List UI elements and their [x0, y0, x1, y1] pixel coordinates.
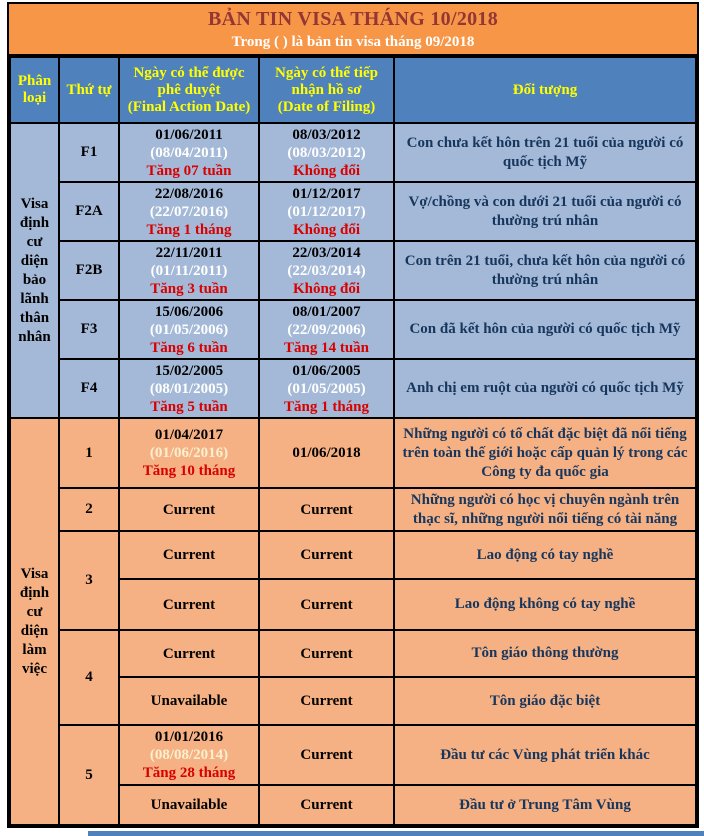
subject-text: Lao động không có tay nghề: [454, 596, 636, 612]
current-date: 01/04/2017: [154, 427, 224, 443]
table-row: [10, 241, 696, 300]
date-of-filing-cell: [259, 630, 394, 677]
final-action-cell: [119, 359, 259, 418]
current-date: Current: [300, 547, 353, 563]
previous-date: (08/03/2012): [287, 144, 366, 161]
current-date: Unavailable: [150, 693, 228, 709]
final-action-cell: [119, 531, 259, 579]
bulletin-title: BẢN TIN VISA THÁNG 10/2018: [207, 8, 499, 30]
date-of-filing-cell: [259, 531, 394, 579]
header-subject: Đối tượng: [394, 57, 696, 123]
row-number: 2: [59, 488, 119, 531]
current-date: 01/06/2005: [292, 362, 361, 379]
date-of-filing-cell: [259, 725, 394, 785]
subject-cell: [394, 785, 696, 825]
current-date: 15/06/2006: [154, 303, 224, 320]
final-action-cell: [119, 677, 259, 725]
work-visa-section: [10, 418, 696, 825]
current-date: 08/01/2007: [292, 303, 361, 320]
table-header: [10, 57, 696, 123]
subject-cell: [394, 123, 696, 182]
table-row: [10, 300, 696, 359]
header-final-action-vi: Ngày có thể được phê duyệt: [133, 64, 245, 98]
change-note: Không đổi: [292, 162, 361, 179]
change-note: Tăng 6 tuần: [150, 339, 228, 356]
subject-text: Tôn giáo đặc biệt: [489, 692, 601, 709]
date-of-filing-cell: [259, 123, 394, 182]
date-of-filing-cell: [259, 182, 394, 241]
change-note: Tăng 1 tháng: [146, 221, 232, 238]
current-date: 01/12/2017: [292, 185, 361, 202]
current-date: Current: [162, 547, 216, 563]
previous-date: (08/04/2011): [150, 144, 228, 161]
previous-date: (22/07/2016): [149, 203, 229, 220]
subject-cell: [394, 300, 696, 359]
subject-cell: [394, 630, 696, 677]
subject-text: Anh chị em ruột của người có quốc tịch Mỹ: [406, 380, 684, 396]
row-number: 3: [59, 531, 119, 630]
category-code: F2B: [59, 241, 119, 300]
date-of-filing-cell: [259, 300, 394, 359]
current-date: 22/08/2016: [154, 185, 224, 202]
previous-date: (08/01/2005): [149, 380, 229, 397]
final-action-cell: [119, 300, 259, 359]
date-of-filing-cell: [259, 677, 394, 725]
category-code: F1: [59, 123, 119, 182]
group-label-work: Visa định cư diện làm việc: [10, 418, 59, 825]
current-date: Current: [162, 501, 216, 518]
header-date-of-filing: [259, 57, 394, 123]
table-row: [10, 123, 696, 182]
final-action-cell: [119, 725, 259, 785]
change-note: Tăng 07 tuần: [146, 162, 232, 179]
subject-cell: [394, 488, 696, 531]
bottom-blue-strip: [88, 831, 704, 836]
subject-text: Vợ/chồng và con dưới 21 tuổi của người có thường trú nhân: [408, 193, 682, 229]
previous-date: (01/11/2011): [150, 262, 228, 279]
subject-text: Lao động có tay nghề: [476, 546, 614, 563]
subject-text: Con chưa kết hôn trên 21 tuổi của người có quốc tịch Mỹ: [406, 134, 684, 170]
header-category: Phân loại: [10, 57, 59, 123]
table-row: [10, 182, 696, 241]
previous-date: (01/06/2016): [149, 445, 229, 461]
current-date: 01/06/2011: [155, 126, 223, 143]
category-code: F2A: [59, 182, 119, 241]
subject-cell: [394, 359, 696, 418]
final-action-cell: [119, 123, 259, 182]
table-row: [10, 725, 696, 785]
subject-cell: [394, 677, 696, 725]
current-date: Current: [300, 797, 353, 813]
subject-text: Đầu tư các Vùng phát triển khác: [440, 746, 650, 763]
header-date-of-filing-en: (Date of Filing): [277, 98, 376, 115]
header-order: Thứ tự: [59, 57, 119, 123]
date-of-filing-cell: [259, 488, 394, 531]
date-of-filing-cell: [259, 418, 394, 488]
category-code: F4: [59, 359, 119, 418]
row-number: 5: [59, 725, 119, 825]
current-date: 01/06/2018: [292, 445, 361, 461]
previous-date: (22/09/2006): [287, 321, 366, 338]
subject-cell: [394, 182, 696, 241]
subject-cell: [394, 241, 696, 300]
date-of-filing-cell: [259, 785, 394, 825]
date-of-filing-cell: [259, 241, 394, 300]
subject-cell: [394, 531, 696, 579]
current-date: Current: [300, 693, 353, 709]
change-note: Không đổi: [292, 221, 361, 238]
table-row: [10, 531, 696, 579]
previous-date: (01/05/2006): [149, 321, 229, 338]
current-date: 01/01/2016: [154, 729, 224, 745]
current-date: Current: [300, 501, 353, 518]
header-final-action-en: (Final Action Date): [127, 98, 251, 115]
subject-text: Tôn giáo thông thường: [471, 645, 619, 661]
subject-cell: [394, 725, 696, 785]
header-final-action: [119, 57, 259, 123]
final-action-cell: [119, 785, 259, 825]
table-row: [10, 630, 696, 677]
table-row: [10, 418, 696, 488]
current-date: Current: [162, 645, 216, 662]
change-note: Tăng 1 tháng: [283, 398, 370, 415]
subject-text: Những người có học vị chuyên ngành trên thạc sĩ, những người nổi tiếng có tài năng: [410, 491, 680, 527]
final-action-cell: [119, 182, 259, 241]
current-date: 08/03/2012: [292, 126, 361, 143]
subject-text: Những người có tố chất đặc biệt đã nổi tiếng trên toàn thế giới hoặc cấp quản lý trong các Công ty đa quốc gia: [402, 425, 688, 480]
previous-date: (01/12/2017): [287, 203, 366, 220]
current-date: Current: [300, 645, 353, 662]
change-note: Tăng 10 tháng: [142, 463, 236, 479]
table-row: [10, 359, 696, 418]
date-of-filing-cell: [259, 359, 394, 418]
subject-cell: [394, 418, 696, 488]
header-row: [10, 57, 696, 123]
subject-text: Con đã kết hôn của người có quốc tịch Mỹ: [409, 321, 681, 337]
current-date: 15/02/2005: [154, 362, 224, 379]
final-action-cell: [119, 418, 259, 488]
bulletin-banner: [9, 4, 697, 56]
final-action-cell: [119, 488, 259, 531]
change-note: Tăng 3 tuần: [150, 280, 228, 297]
subject-cell: [394, 579, 696, 630]
current-date: Current: [300, 596, 353, 613]
current-date: Unavailable: [150, 797, 228, 813]
current-date: Current: [300, 747, 353, 763]
date-of-filing-cell: [259, 579, 394, 630]
final-action-cell: [119, 630, 259, 677]
change-note: Không đổi: [292, 280, 361, 297]
previous-date: (22/03/2014): [287, 262, 366, 279]
header-date-of-filing-vi: Ngày có thể tiếp nhận hồ sơ: [275, 64, 378, 98]
visa-bulletin-table: [7, 2, 699, 828]
table-row: [10, 488, 696, 531]
current-date: 22/11/2011: [155, 244, 223, 261]
subject-text: Con trên 21 tuổi, chưa kết hôn của người có thường trú nhân: [404, 252, 686, 288]
change-note: Tăng 14 tuần: [283, 339, 370, 356]
subject-text: Đầu tư ở Trung Tâm Vùng: [459, 796, 631, 813]
previous-date: (01/05/2005): [287, 380, 366, 397]
previous-date: (08/08/2014): [149, 747, 229, 763]
current-date: Current: [162, 596, 216, 613]
current-date: 22/03/2014: [292, 244, 361, 261]
final-action-cell: [119, 241, 259, 300]
change-note: Tăng 5 tuần: [150, 398, 228, 415]
bulletin-subtitle: Trong ( ) là bản tin visa tháng 09/2018: [231, 34, 475, 50]
visa-data-grid: [9, 56, 697, 826]
final-action-cell: [119, 579, 259, 630]
group-label-family: Visa định cư diện bảo lãnh thân nhân: [10, 123, 59, 418]
row-number: 4: [59, 630, 119, 725]
category-code: F3: [59, 300, 119, 359]
row-number: 1: [59, 418, 119, 488]
family-visa-section: [10, 123, 696, 418]
change-note: Tăng 28 tháng: [142, 765, 236, 781]
